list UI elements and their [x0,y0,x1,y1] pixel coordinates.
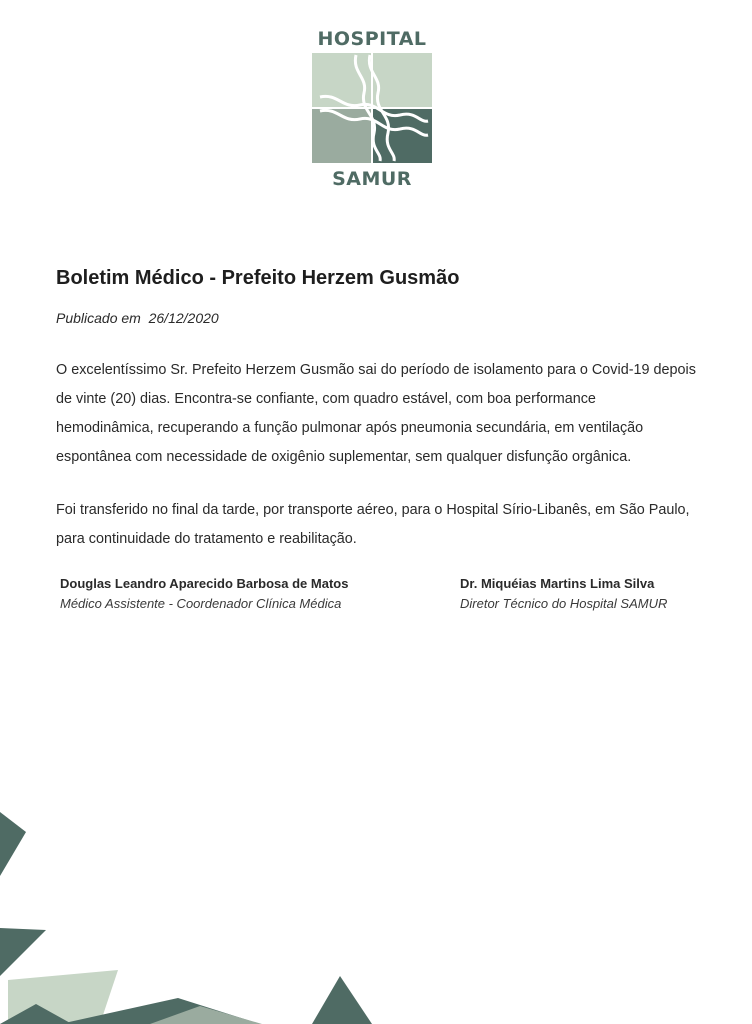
decor-triangle [0,812,26,876]
signature-block [460,574,667,614]
hospital-samur-logo [308,28,436,190]
published-label: Publicado em [56,310,141,326]
signature-name: Douglas Leandro Aparecido Barbosa de Matos [60,576,349,591]
published-line [56,310,219,326]
signature-block [60,574,348,614]
decor-triangle [0,928,46,976]
body-paragraph: O excelentíssimo Sr. Prefeito Herzem Gusmão sai do período de isolamento para o Covid-19 depois de vinte (20) dias. Encontra-se confiante, com quadro estável, com boa performance hemodinâmica, recuperando a função pulmonar após pneumonia secundária, em ventilação espontânea com necessidade de oxigênio suplementar, sem qualquer disfunção orgânica. [56,362,696,465]
published-date: 26/12/2020 [148,310,219,326]
signature-role: Médico Assistente - Coordenador Clínica Médica [60,596,342,611]
decor-triangle [312,976,372,1024]
logo-cross-icon [312,53,432,163]
document-title: Boletim Médico - Prefeito Herzem Gusmão [56,267,460,289]
decorative-triangles [0,800,752,1024]
signature-name: Dr. Miquéias Martins Lima Silva [460,576,655,591]
body-paragraph: Foi transferido no final da tarde, por transporte aéreo, para o Hospital Sírio-Libanês, em São Paulo, para continuidade do tratamento e reabilitação. [56,502,690,547]
signature-role: Diretor Técnico do Hospital SAMUR [460,596,668,611]
logo-top-text: HOSPITAL [317,28,427,50]
logo-bottom-text: SAMUR [332,168,412,190]
